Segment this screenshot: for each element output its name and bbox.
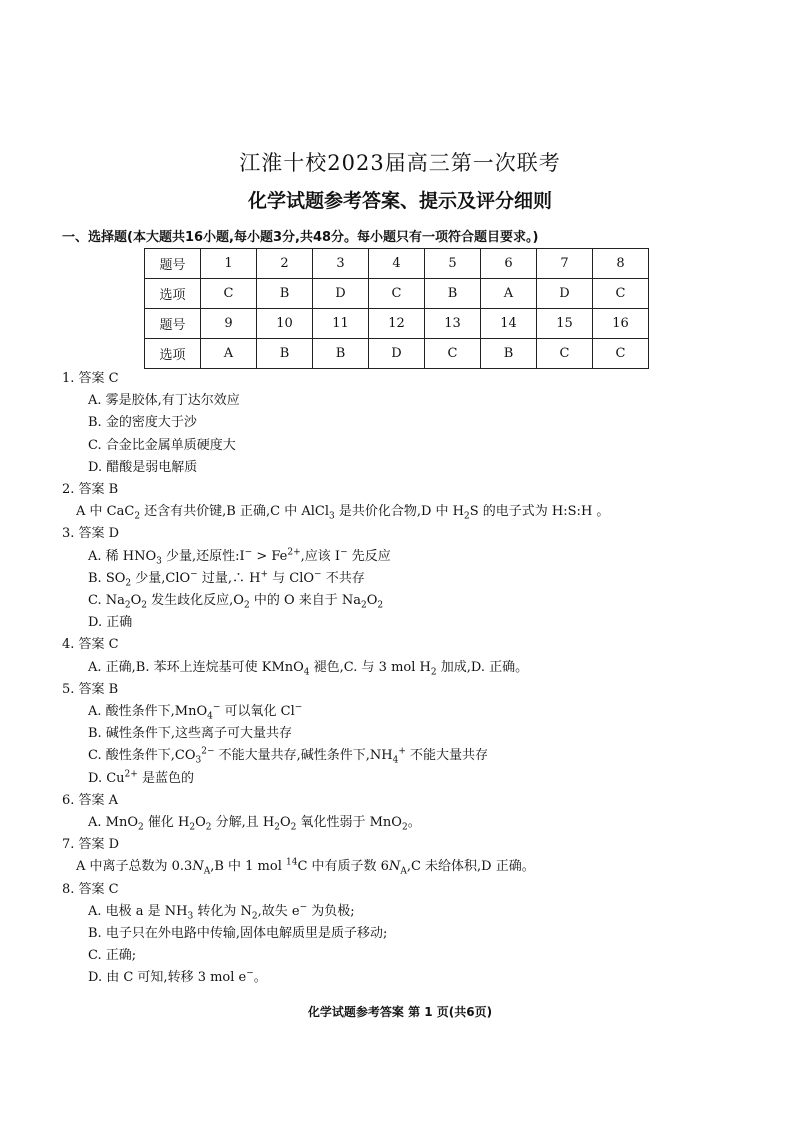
explanation-line: B. $SO_2$ 少量,ClO− 过量,∴ H+ 与 ClO− 不共存 (88, 569, 365, 589)
table-row (145, 249, 649, 279)
explanation-line: A. 雾是胶体,有丁达尔效应 (88, 393, 240, 409)
question-number: 16 (593, 309, 649, 339)
question-number: 15 (537, 309, 593, 339)
answer-heading: 6. 答案 A (62, 792, 119, 808)
explanation-line: A. MnO$_2$ 催化 $H_2O_2$ 分解,且 $H_2O_2$ 氧化性弱于 MnO$_2$。 (88, 815, 421, 833)
answer-option: C (593, 279, 649, 309)
answer-option: A (201, 339, 257, 369)
answer-heading: 8. 答案 C (62, 881, 119, 897)
explanation-line: B. 碱性条件下,这些离子可大量共存 (88, 726, 292, 742)
explanation-line: B. 电子只在外电路中传输,固体电解质里是质子移动; (88, 926, 388, 942)
answer-option: C (537, 339, 593, 369)
explanation-line: D. $Cu^{2+}$ 是蓝色的 (88, 769, 194, 786)
question-number: 9 (201, 309, 257, 339)
question-number: 7 (537, 249, 593, 279)
row-label: 题号 (145, 249, 201, 279)
answer-heading: 7. 答案 D (62, 837, 120, 853)
answer-heading: 1. 答案 C (62, 371, 119, 386)
explanation-line: C. 正确; (88, 948, 137, 964)
explanation-line: A. 酸性条件下,MnO$_4$− 可以氧化 Cl− (88, 702, 303, 722)
answer-explanations (62, 368, 752, 990)
question-number: 11 (313, 309, 369, 339)
answer-heading: 2. 答案 B (62, 482, 119, 498)
question-number: 2 (257, 249, 313, 279)
row-label: 题号 (145, 309, 201, 339)
explanation-line: D. 醋酸是弱电解质 (88, 459, 198, 475)
question-number: 13 (425, 309, 481, 339)
answer-option: C (425, 339, 481, 369)
explanation-line: C. $Na_2O_2$ 发生歧化反应$,O_2$ 中的 O 来自于 $Na_2O_2$ (88, 593, 384, 611)
page-footer (0, 1003, 800, 1020)
question-number: 4 (369, 249, 425, 279)
answer-option: B (257, 279, 313, 309)
exam-title: 江淮十校2023届高三第一次联考 (239, 151, 561, 175)
document-subtitle: 化学试题参考答案、提示及评分细则 (247, 190, 552, 212)
explanation-line: A 中 CaC$_2$ 还含有共价键,B 正确,C 中 AlCl$_3$ 是共价化合物,D 中 $H_2S$ 的电子式为 H:S:H 。 (76, 504, 610, 522)
answer-option: B (481, 339, 537, 369)
section-heading: 一、选择题(本大题共16小题,每小题3分,共48分。每小题只有一项符合题目要求。) (62, 230, 539, 245)
row-label: 选项 (145, 279, 201, 309)
question-number: 14 (481, 309, 537, 339)
table-row (145, 279, 649, 309)
explanation-line: A 中离子总数为 $0.3N_A,B$ 中 1 mol $^{14}$C 中有质子数 $6N_A,C$ 未给体积,D 正确。 (76, 858, 535, 878)
answer-option: A (481, 279, 537, 309)
answer-option: D (537, 279, 593, 309)
question-number: 12 (369, 309, 425, 339)
answer-heading: 3. 答案 D (62, 526, 120, 542)
footer-label: 化学试题参考答案 (307, 1005, 404, 1019)
answer-option: B (257, 339, 313, 369)
row-label: 选项 (145, 339, 201, 369)
answer-heading: 4. 答案 C (62, 637, 119, 653)
answer-heading: 5. 答案 B (62, 681, 119, 697)
explanation-line: C. 合金比金属单质硬度大 (88, 437, 236, 453)
table-row (145, 339, 649, 369)
answer-option: B (425, 279, 481, 309)
answer-option: C (369, 279, 425, 309)
question-number: 6 (481, 249, 537, 279)
explanation-line: D. 由 C 可知,转移 3 mol e−。 (88, 969, 267, 986)
question-number: 10 (257, 309, 313, 339)
answer-option: C (593, 339, 649, 369)
table-row (145, 309, 649, 339)
question-number: 8 (593, 249, 649, 279)
question-number: 3 (313, 249, 369, 279)
explanation-line: B. 金的密度大于沙 (88, 415, 197, 431)
explanation-line: D. 正确 (88, 615, 133, 631)
explanation-line: A. 正确,B. 苯环上连烷基可使 KMnO$_4$ 褪色,C. 与 3 mol $H_2$ 加成,D. 正确。 (88, 659, 529, 678)
answer-option: C (201, 279, 257, 309)
explanation-line: C. 酸性条件下$,CO_3^{2-}$ 不能大量共存,碱性条件下$,NH_4^+$ 不能大量共存 (88, 747, 489, 767)
explanation-line: A. 电极 a 是 $NH_3$ 转化为 $N_2$,故失 e− 为负极; (88, 902, 355, 922)
page-number: 第 1 页(共6页) (408, 1005, 493, 1019)
answer-option: D (369, 339, 425, 369)
question-number: 5 (425, 249, 481, 279)
question-number: 1 (201, 249, 257, 279)
answer-option: D (313, 279, 369, 309)
answer-option: B (313, 339, 369, 369)
explanation-line: A. 稀 $HNO_3$ 少量,还原性:I− > $Fe^{2+}$,应该 I− 先反应 (88, 547, 391, 567)
answer-table (144, 248, 649, 369)
